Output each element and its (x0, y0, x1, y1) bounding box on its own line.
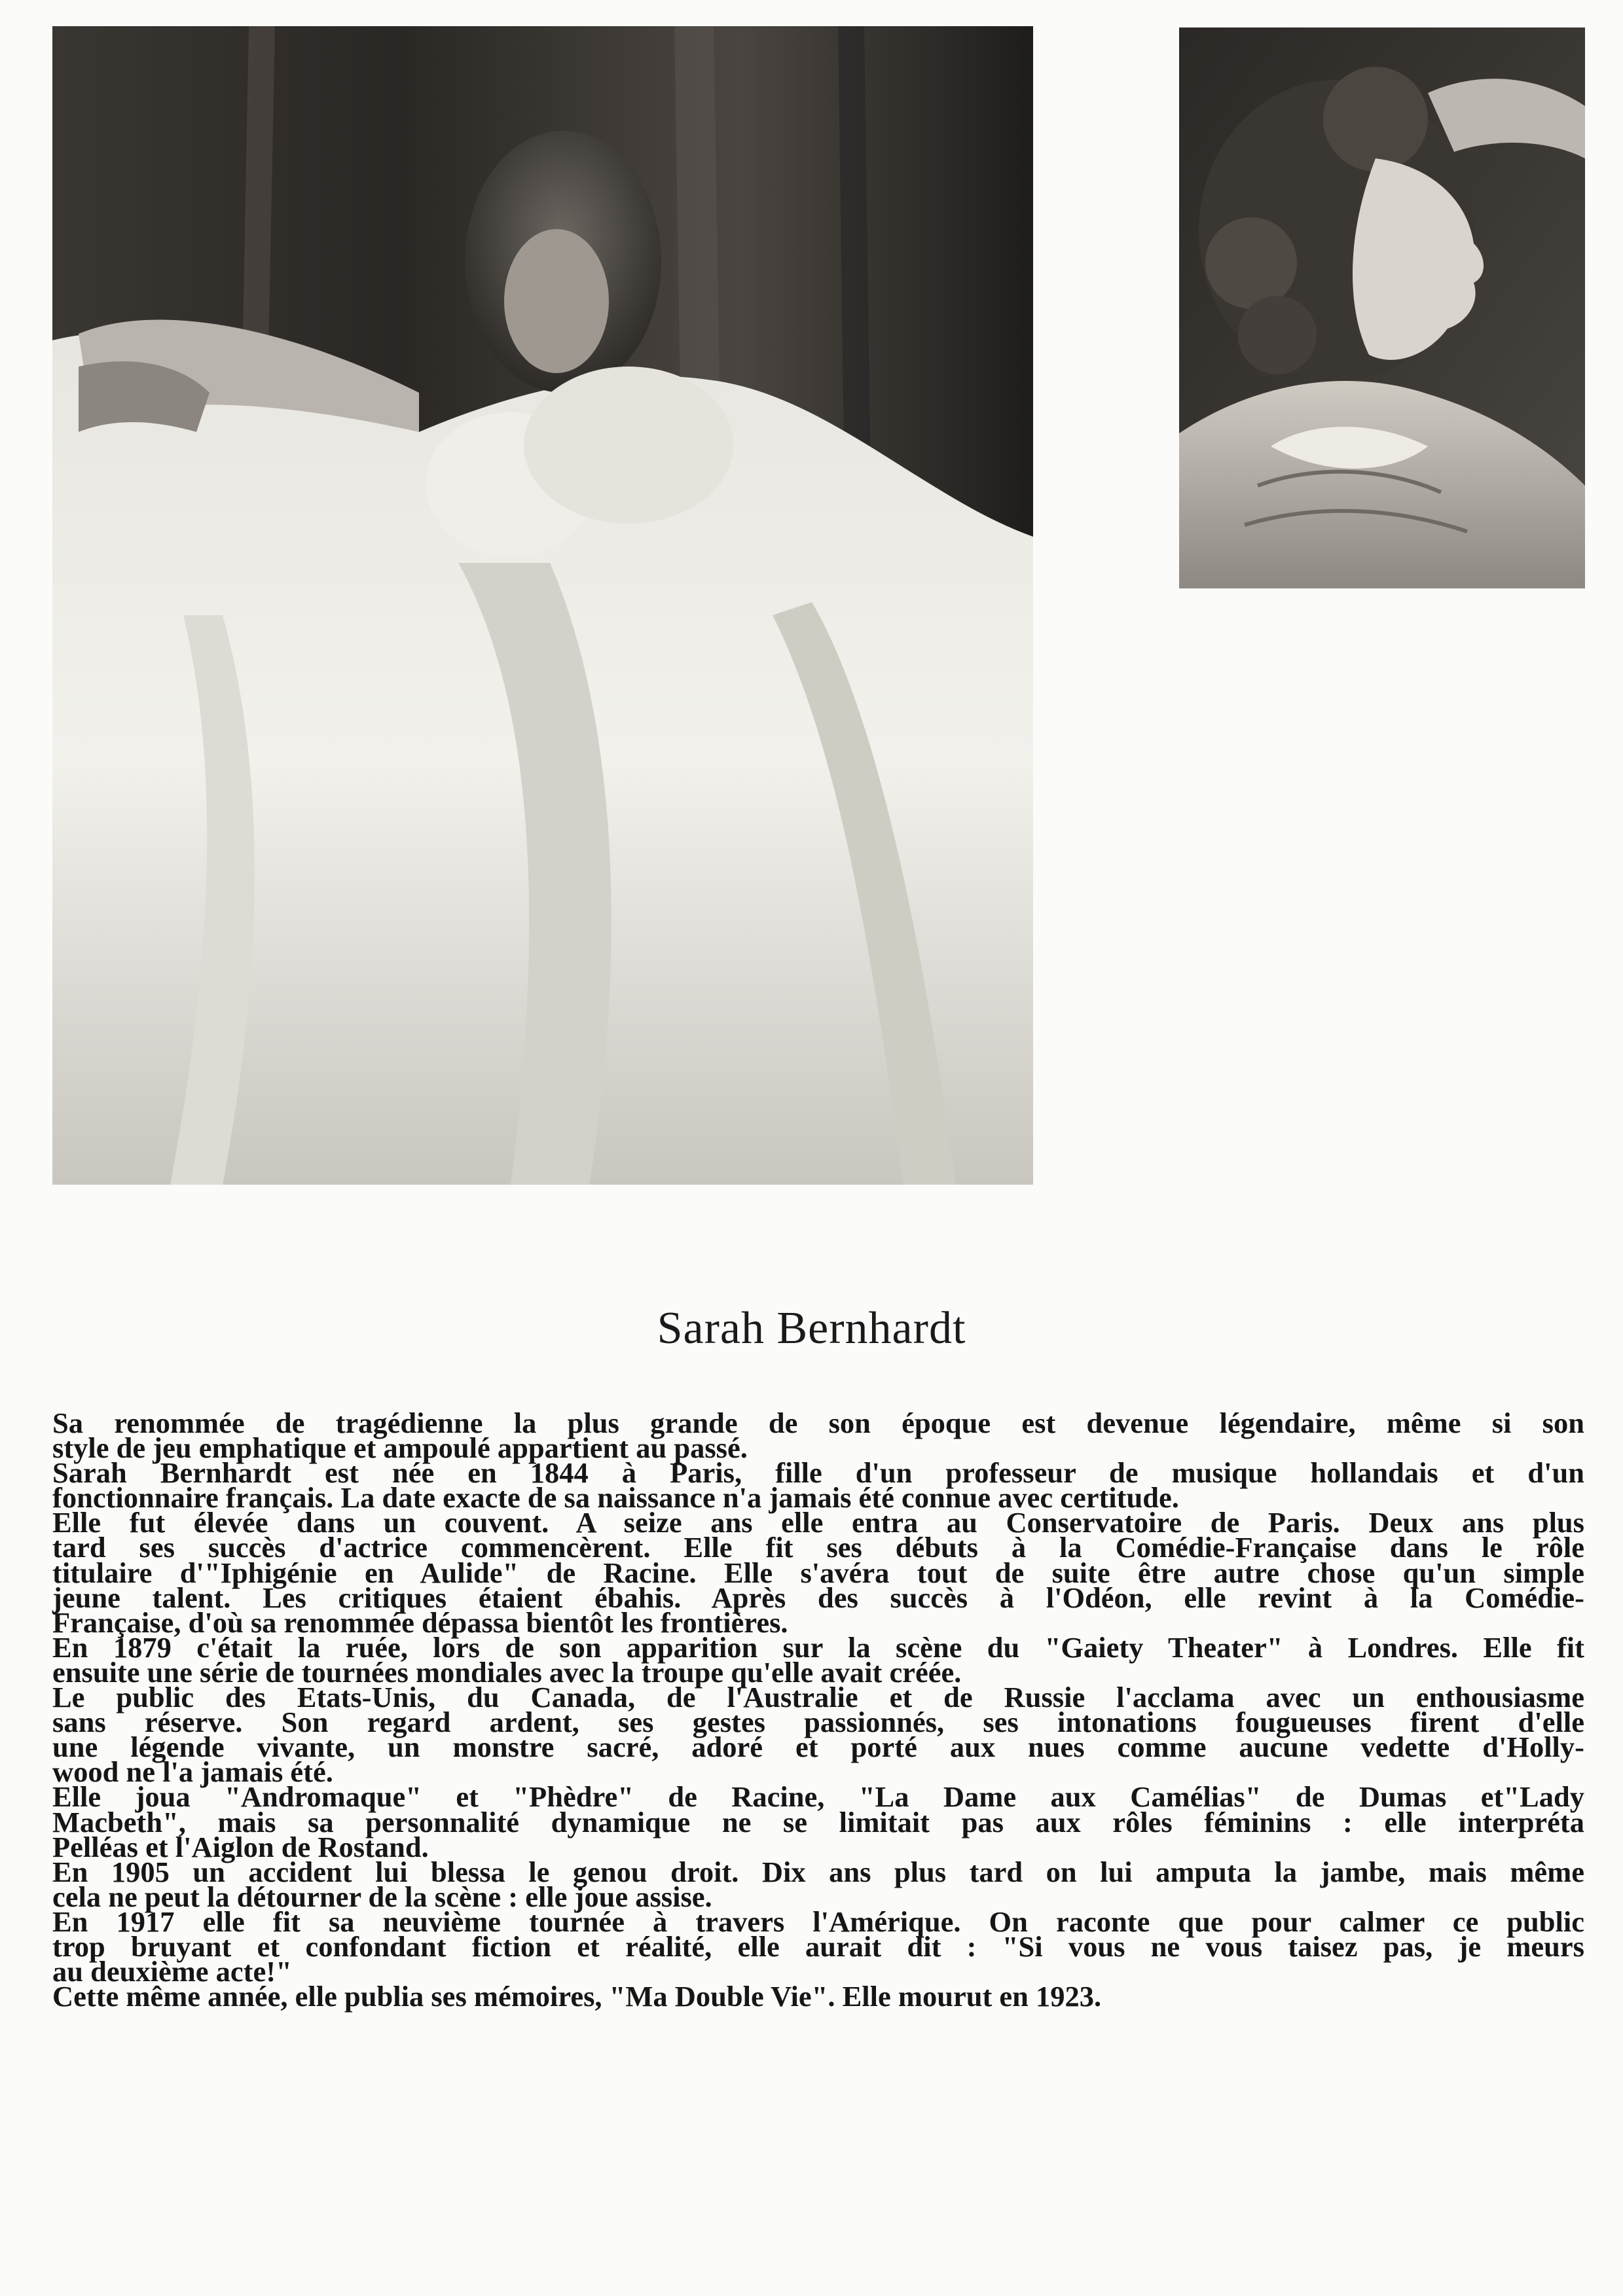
body-line: Le public des Etats-Unis, du Canada, de l'Australie et de Russie l'acclama avec un enthousiasme (52, 1681, 1584, 1714)
body-line: Elle fut élevée dans un couvent. A seize ans elle entra au Conservatoire de Paris. Deux ans plus (52, 1506, 1584, 1539)
body-line: une légende vivante, un monstre sacré, adoré et porté aux nues comme aucune vedette d'Holly- (52, 1731, 1584, 1764)
body-line: Française, d'où sa renommée dépassa bientôt les frontières. (52, 1605, 788, 1639)
body-line: Sa renommée de tragédienne la plus grande de son époque est devenue légendaire, même si son (52, 1407, 1584, 1439)
body-line: Pelléas et l'Aiglon de Rostand. (52, 1830, 429, 1863)
body-line: trop bruyant et confondant fiction et réalité, elle aurait dit : "Si vous ne vous taisez pas, je meurs (52, 1929, 1584, 1963)
body-line: En 1879 c'était la ruée, lors de son apparition sur la scène du "Gaiety Theater" à Londres. Elle fit (52, 1630, 1584, 1664)
body-line: En 1905 un accident lui blessa le genou droit. Dix ans plus tard on lui amputa la jambe, mais même (52, 1855, 1584, 1888)
body-line: Elle joua "Andromaque" et "Phèdre" de Racine, "La Dame aux Camélias" de Dumas et"Lady (52, 1780, 1584, 1814)
body-line: Sarah Bernhardt est née en 1844 à Paris, fille d'un professeur de musique hollandais et d'un (52, 1456, 1584, 1490)
photo-large (52, 26, 1033, 1185)
photo-large-artwork (52, 26, 1033, 1185)
body-line: titulaire d'"Iphigénie en Aulide" de Racine. Elle s'avéra tout de suite être autre chose qu'un simple (52, 1556, 1584, 1589)
article-body (52, 1407, 1584, 2013)
photo-small-artwork (1179, 27, 1585, 588)
body-line: Macbeth", mais sa personnalité dynamique ne se limitait pas aux rôles féminins : elle interpréta (52, 1805, 1584, 1839)
body-line: jeune talent. Les critiques étaient ébahis. Après des succès à l'Odéon, elle revint à la Comédie- (52, 1581, 1584, 1614)
body-line: En 1917 elle fit sa neuvième tournée à travers l'Amérique. On raconte que pour calmer ce public (52, 1905, 1584, 1938)
body-line: sans réserve. Son regard ardent, ses gestes passionnés, ses intonations fougueuses firent d'elle (52, 1706, 1584, 1739)
body-line: style de jeu emphatique et ampoulé appartient au passé. (52, 1431, 748, 1465)
photo-small (1179, 27, 1585, 588)
body-line: cela ne peut la détourner de la scène : elle joue assise. (52, 1880, 712, 1913)
body-line: Cette même année, elle publia ses mémoires, "Ma Double Vie". Elle mourut en 1923. (52, 1980, 1102, 2013)
body-line: wood ne l'a jamais été. (52, 1755, 333, 1789)
body-line: au deuxième acte!" (52, 1955, 292, 1988)
body-line: tard ses succès d'actrice commencèrent. Elle fit ses débuts à la Comédie-Française dans le rôle (52, 1531, 1584, 1564)
page-title: Sarah Bernhardt (657, 1303, 966, 1354)
body-line: fonctionnaire français. La date exacte de sa naissance n'a jamais été connue avec certitude. (52, 1481, 1179, 1515)
body-line: ensuite une série de tournées mondiales avec la troupe qu'elle avait créée. (52, 1655, 962, 1689)
